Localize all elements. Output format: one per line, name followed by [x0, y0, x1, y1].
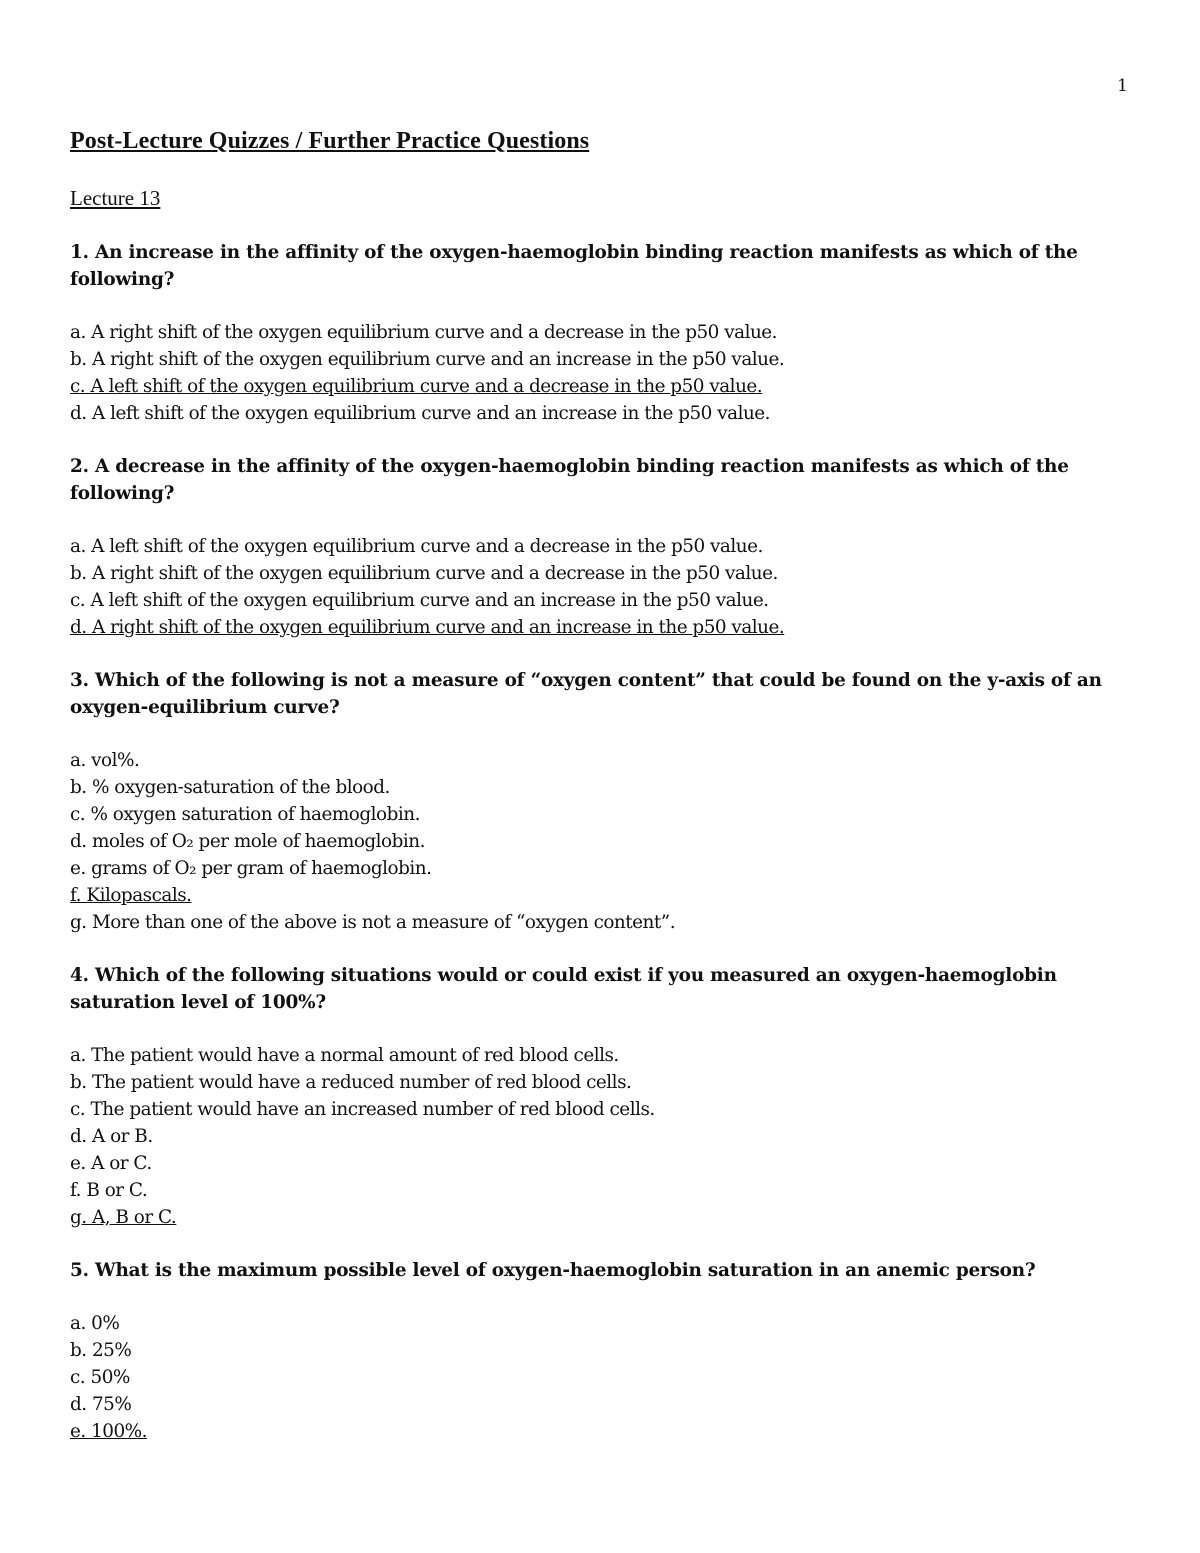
answer-option: e. grams of O₂ per gram of haemoglobin. [70, 858, 432, 879]
answer-option-correct: e. 100%. [70, 1421, 147, 1442]
answer-option: b. The patient would have a reduced number of red blood cells. [70, 1072, 632, 1093]
question-text: 1. An increase in the affinity of the oxygen-haemoglobin binding reaction manifests as which of the following? [70, 242, 1078, 290]
question-text: 3. Which of the following is not a measure of “oxygen content” that could be found on the y-axis of an oxygen-equilibrium curve? [70, 670, 1102, 718]
answer-option: c. 50% [70, 1367, 130, 1388]
answer-option: b. A right shift of the oxygen equilibrium curve and a decrease in the p50 value. [70, 563, 778, 584]
question-2 [70, 453, 1130, 641]
answer-option: b. A right shift of the oxygen equilibrium curve and an increase in the p50 value. [70, 349, 785, 370]
answer-option: c. A left shift of the oxygen equilibrium curve and an increase in the p50 value. [70, 590, 769, 611]
answer-option: e. A or C. [70, 1153, 152, 1174]
lecture-heading: Lecture 13 [70, 186, 161, 210]
answer-option: a. A right shift of the oxygen equilibrium curve and a decrease in the p50 value. [70, 322, 778, 343]
document-title: Post-Lecture Quizzes / Further Practice Questions [70, 128, 590, 154]
option-list [70, 1042, 1130, 1231]
answer-option: a. 0% [70, 1313, 120, 1334]
question-text: 5. What is the maximum possible level of oxygen-haemoglobin saturation in an anemic person? [70, 1260, 1036, 1281]
answer-option: d. A or B. [70, 1126, 153, 1147]
answer-option: f. B or C. [70, 1180, 148, 1201]
question-5 [70, 1257, 1130, 1445]
option-list [70, 747, 1130, 936]
option-list [70, 533, 1130, 641]
question-4 [70, 962, 1130, 1231]
answer-option: d. A left shift of the oxygen equilibrium curve and an increase in the p50 value. [70, 403, 771, 424]
answer-option: g. More than one of the above is not a measure of “oxygen content”. [70, 912, 676, 933]
option-list [70, 319, 1130, 427]
answer-option: d. moles of O₂ per mole of haemoglobin. [70, 831, 425, 852]
question-3 [70, 667, 1130, 936]
question-text: 4. Which of the following situations would or could exist if you measured an oxygen-haemoglobin saturation level of 100%? [70, 965, 1057, 1013]
answer-option: a. The patient would have a normal amount of red blood cells. [70, 1045, 619, 1066]
answer-option: b. 25% [70, 1340, 132, 1361]
answer-option-correct: c. A left shift of the oxygen equilibrium curve and a decrease in the p50 value. [70, 376, 763, 397]
answer-option-correct: d. A right shift of the oxygen equilibrium curve and an increase in the p50 value. [70, 617, 785, 638]
question-1 [70, 239, 1130, 427]
answer-option: d. 75% [70, 1394, 132, 1415]
option-list [70, 1310, 1130, 1445]
answer-option: b. % oxygen-saturation of the blood. [70, 777, 390, 798]
answer-option-correct: f. Kilopascals. [70, 885, 192, 906]
answer-option: c. The patient would have an increased number of red blood cells. [70, 1099, 655, 1120]
page-number: 1 [1117, 76, 1128, 96]
document-body [70, 126, 1130, 1445]
answer-option: c. % oxygen saturation of haemoglobin. [70, 804, 420, 825]
question-list [70, 239, 1130, 1445]
answer-option: a. vol%. [70, 750, 140, 771]
answer-option-correct: g. A, B or C. [70, 1207, 177, 1228]
question-text: 2. A decrease in the affinity of the oxygen-haemoglobin binding reaction manifests as which of the following? [70, 456, 1069, 504]
answer-option: a. A left shift of the oxygen equilibrium curve and a decrease in the p50 value. [70, 536, 763, 557]
